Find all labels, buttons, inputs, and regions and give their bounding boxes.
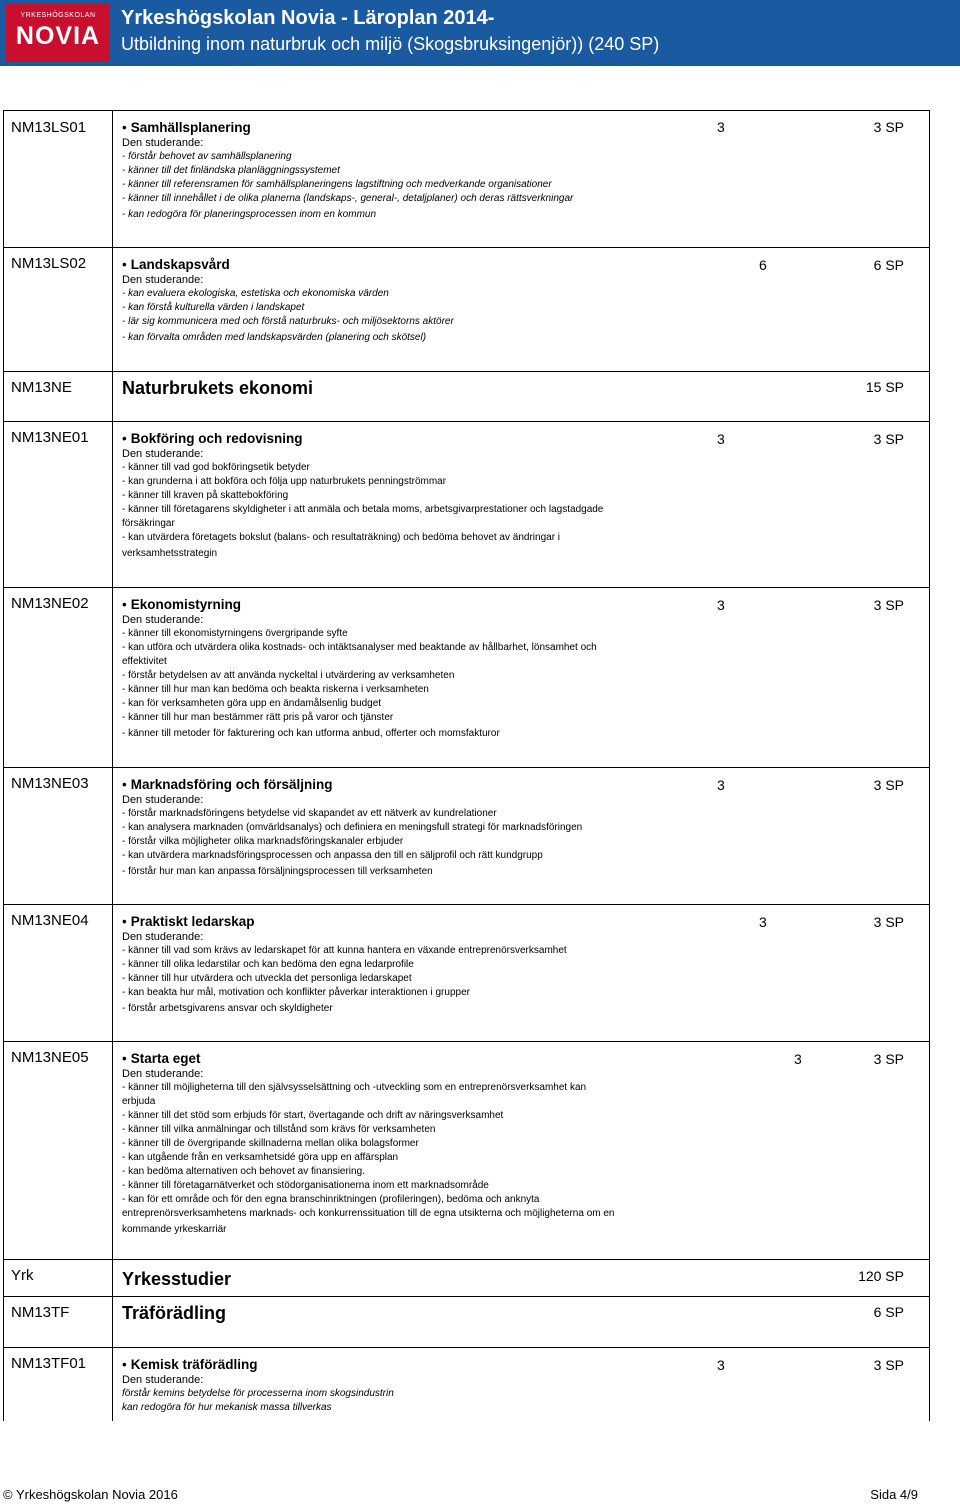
course-line: - känner till vad god bokföringsetik betyder (122, 462, 310, 473)
course-line: - känner till innehållet i de olika planerna (landskaps-, general-, detaljplaner) och deras rättsverkningar (122, 193, 574, 204)
course-code: NM13TF01 (11, 1355, 87, 1372)
course-credits: 3 (717, 1357, 725, 1373)
course-line: - kan för verksamheten göra upp en ändamålsenlig budget (122, 698, 382, 709)
course-subtitle: Den studerande: (122, 137, 204, 149)
course-line: - känner till vad som krävs av ledarskapet för att kunna hantera en växande entreprenörsverksamhet (122, 945, 567, 956)
course-line: - känner till ekonomistyrningens övergripande syfte (122, 628, 348, 639)
course-line: - kan för ett område och för den egna branschinriktningen (profileringen), bedöma och anknyta (122, 1194, 540, 1205)
course-line: verksamhetsstrategin (122, 548, 218, 559)
row-divider (4, 1347, 929, 1348)
footer-copyright: © Yrkeshögskolan Novia 2016 (3, 1487, 178, 1502)
course-line: - känner till det stöd som erbjuds för start, övertagande och drift av näringsverksamhet (122, 1110, 504, 1121)
course-line: effektivitet (122, 656, 167, 667)
course-sp: 3 SP (873, 1051, 904, 1067)
course-line: - kan analysera marknaden (omvärldsanalys) och definiera en meningsfull strategi för marknadsföringen (122, 822, 583, 833)
course-line: - förstår hur man kan anpassa försäljningsprocessen till verksamheten (122, 866, 433, 877)
row-divider (4, 587, 929, 588)
course-body (122, 597, 702, 741)
course-line: försäkringar (122, 518, 175, 529)
course-sp: 3 SP (873, 777, 904, 793)
section-code: NM13NE (11, 379, 72, 396)
course-body (122, 431, 702, 561)
course-credits: 3 (717, 431, 725, 447)
course-line: - känner till företagarens skyldigheter i att anmäla och betala moms, arbetsgivarprestationer och lagstadgade (122, 504, 604, 515)
course-line: - känner till möjligheterna till den självsysselsättning och -utveckling som en entreprenörsverksamhet kan (122, 1082, 587, 1093)
logo-main-text: NOVIA (15, 22, 101, 50)
course-line: - kan förstå kulturella värden i landskapet (122, 302, 305, 313)
course-subtitle: Den studerande: (122, 614, 204, 626)
page-header (0, 0, 960, 66)
footer-page-number: Sida 4/9 (870, 1487, 918, 1502)
course-subtitle: Den studerande: (122, 1068, 204, 1080)
section-code: NM13TF (11, 1304, 70, 1321)
course-line: - känner till olika ledarstilar och kan bedöma den egna ledarprofile (122, 959, 414, 970)
course-line: - kan redogöra för planeringsprocessen inom en kommun (122, 209, 377, 220)
course-line: - kan beakta hur mål, motivation och konflikter påverkar interaktionen i grupper (122, 987, 470, 998)
course-line: - känner till de övergripande skillnaderna mellan olika bolagsformer (122, 1138, 419, 1149)
section-sp: 15 SP (865, 379, 904, 395)
course-title: • Bokföring och redovisning (122, 431, 303, 446)
course-code: NM13NE02 (11, 595, 89, 612)
header-title: Yrkeshögskolan Novia - Läroplan 2014- (121, 7, 495, 29)
course-line: - känner till hur utvärdera och utveckla det personliga ledarskapet (122, 973, 412, 984)
course-line: - kan bedöma alternativen och behovet av finansiering. (122, 1166, 365, 1177)
course-title: • Kemisk träförädling (122, 1357, 258, 1372)
course-line: - känner till metoder för fakturering och kan utforma anbud, offerter och momsfakturor (122, 728, 500, 739)
logo-top-text: YRKESHÖGSKOLAN (20, 12, 96, 19)
course-line: - kan utvärdera marknadsföringsprocessen och anpassa den till en säljprofil och rätt kundgrupp (122, 850, 543, 861)
course-credits: 6 (759, 257, 767, 273)
course-code: NM13NE01 (11, 429, 89, 446)
course-sp: 3 SP (873, 1357, 904, 1373)
course-sp: 3 SP (873, 914, 904, 930)
course-line: - förstår betydelsen av att använda nyckeltal i utvärdering av verksamheten (122, 670, 455, 681)
course-code: NM13NE04 (11, 912, 89, 929)
course-line: - kan evaluera ekologiska, estetiska och ekonomiska värden (122, 288, 389, 299)
course-title: • Marknadsföring och försäljning (122, 777, 333, 792)
row-divider (4, 904, 929, 905)
curriculum-table (3, 110, 930, 1421)
course-line: - känner till kraven på skattebokföring (122, 490, 289, 501)
course-line: entreprenörsverksamhetens marknads- och konkurrenssituation till de egna utsikterna och möjligheterna om en (122, 1208, 615, 1219)
course-line: - känner till det finländska planläggningssystemet (122, 165, 340, 176)
section-sp: 6 SP (873, 1304, 904, 1320)
course-line: förstår kemins betydelse för processerna inom skogsindustrin (122, 1388, 394, 1399)
course-subtitle: Den studerande: (122, 1374, 204, 1386)
course-body (122, 120, 702, 222)
section-title: Naturbrukets ekonomi (122, 378, 314, 398)
course-line: - kan grunderna i att bokföra och följa upp naturbrukets penningströmmar (122, 476, 447, 487)
course-code: NM13NE05 (11, 1049, 89, 1066)
course-line: erbjuda (122, 1096, 156, 1107)
course-subtitle: Den studerande: (122, 794, 204, 806)
course-body (122, 1357, 702, 1415)
course-line: - förstår behovet av samhällsplanering (122, 151, 292, 162)
course-body (122, 257, 702, 345)
course-line: - lär sig kommunicera med och förstå naturbruks- och miljösektorns aktörer (122, 316, 454, 327)
course-credits: 3 (717, 597, 725, 613)
course-line: - förstår arbetsgivarens ansvar och skyldigheter (122, 1003, 333, 1014)
course-credits: 3 (759, 914, 767, 930)
course-sp: 6 SP (873, 257, 904, 273)
course-title: • Praktiskt ledarskap (122, 914, 255, 929)
section-title: Träförädling (122, 1303, 227, 1323)
section-code: Yrk (11, 1267, 34, 1284)
row-divider (4, 421, 929, 422)
course-sp: 3 SP (873, 597, 904, 613)
header-subtitle: Utbildning inom naturbruk och miljö (Skogsbruksingenjör)) (240 SP) (121, 34, 660, 54)
course-line: - förstår vilka möjligheter olika marknadsföringskanaler erbjuder (122, 836, 404, 847)
course-line: - kan utgående från en verksamhetsidé göra upp en affärsplan (122, 1152, 399, 1163)
course-line: - kan utföra och utvärdera olika kostnads- och intäktsanalyser med beaktande av hållbarhet, lönsamhet och (122, 642, 597, 653)
course-credits: 3 (794, 1051, 802, 1067)
section-title: Yrkesstudier (122, 1269, 232, 1289)
course-code: NM13LS02 (11, 255, 87, 272)
course-line: kommande yrkeskarriär (122, 1224, 227, 1235)
row-divider (4, 1259, 929, 1260)
course-credits: 3 (717, 777, 725, 793)
course-sp: 3 SP (873, 431, 904, 447)
course-code: NM13NE03 (11, 775, 89, 792)
course-body (122, 1051, 702, 1237)
course-line: - känner till företagarnätverket och stödorganisationerna inom ett marknadsområde (122, 1180, 489, 1191)
course-line: kan redogöra för hur mekanisk massa tillverkas (122, 1402, 332, 1413)
course-code: NM13LS01 (11, 119, 87, 136)
row-divider (4, 1041, 929, 1042)
section-sp: 120 SP (858, 1268, 904, 1284)
row-divider (4, 767, 929, 768)
row-divider (4, 1296, 929, 1297)
course-line: - känner till vilka anmälningar och tillstånd som krävs för verksamheten (122, 1124, 436, 1135)
novia-logo (6, 4, 110, 62)
course-line: - känner till hur man bestämmer rätt pris på varor och tjänster (122, 712, 394, 723)
course-line: - kan förvalta områden med landskapsvärden (planering och skötsel) (122, 332, 427, 343)
course-subtitle: Den studerande: (122, 931, 204, 943)
course-line: - kan utvärdera företagets bokslut (balans- och resultaträkning) och bedöma behovet av ändringar i (122, 532, 561, 543)
course-sp: 3 SP (873, 119, 904, 135)
course-title: • Samhällsplanering (122, 120, 251, 135)
course-line: - förstår marknadsföringens betydelse vid skapandet av ett nätverk av kundrelationer (122, 808, 497, 819)
course-credits: 3 (717, 119, 725, 135)
course-line: - känner till referensramen för samhällsplaneringens lagstiftning och medverkande organisationer (122, 179, 552, 190)
row-divider (4, 247, 929, 248)
course-subtitle: Den studerande: (122, 448, 204, 460)
course-line: - känner till hur man kan bedöma och beakta riskerna i verksamheten (122, 684, 429, 695)
course-body (122, 914, 702, 1016)
course-body (122, 777, 702, 879)
row-divider (4, 371, 929, 372)
course-title: • Ekonomistyrning (122, 597, 241, 612)
column-divider (112, 111, 113, 1421)
course-title: • Starta eget (122, 1051, 201, 1066)
course-subtitle: Den studerande: (122, 274, 204, 286)
course-title: • Landskapsvård (122, 257, 230, 272)
